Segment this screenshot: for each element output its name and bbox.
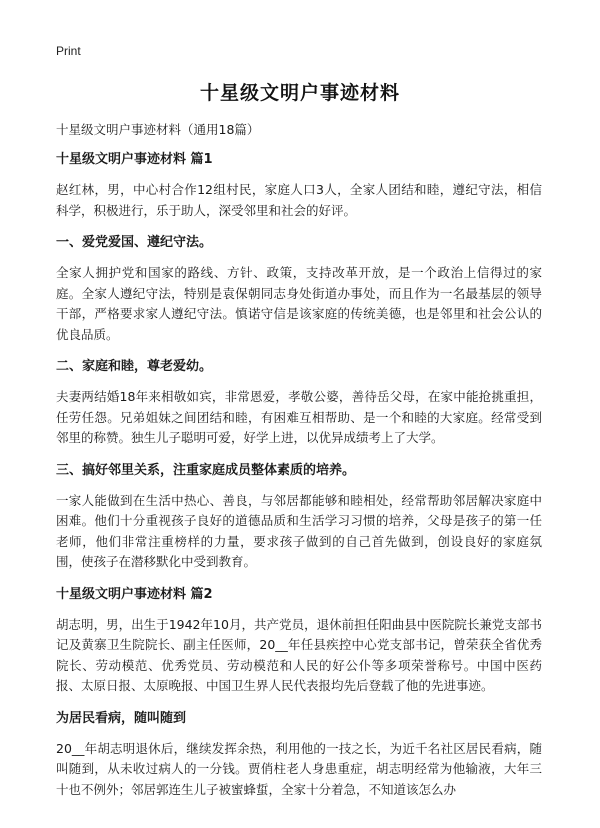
section-heading: 十星级文明户事迹材料 篇2 <box>56 586 213 602</box>
section-heading: 三、搞好邻里关系，注重家庭成员整体素质的培养。 <box>56 462 356 478</box>
document-subtitle: 十星级文明户事迹材料（通用18篇） <box>56 122 260 137</box>
paragraph: 胡志明，男，出生于1942年10月，共产党员，退休前担任阳曲县中医院院长兼党支部书记及黄寨卫生院院长、副主任医师，20__年任县疾控中心党支部书记，曾荣获全省优秀院长、劳动模范、优秀党员、劳动模范和人民的好公仆等多项荣誉称号。中国中医药报、太原日报、太原晚报、中国卫生界人民代表报均先后登载了他的先进事迹。 <box>56 616 542 693</box>
section-heading: 十星级文明户事迹材料 篇1 <box>56 152 213 167</box>
page-title: 十星级文明户事迹材料 <box>199 82 400 104</box>
print-button[interactable]: Print <box>56 44 81 58</box>
paragraph: 赵红林，男，中心村合作12组村民，家庭人口3人，全家人团结和睦，遵纪守法，相信科学，积极进行，乐于助人，深受邻里和社会的好评。 <box>56 182 542 218</box>
paragraph: 夫妻两结婚18年来相敬如宾，非常恩爱，孝敬公婆，善待岳父母，在家中能抢挑重担，任劳任怨。兄弟姐妹之间团结和睦，有困难互相帮助、是一个和睦的大家庭。经常受到邻里的称赞。独生儿子聪明可爱，好学上进，以优异成绩考上了大学。 <box>56 389 542 445</box>
paragraph: 20__年胡志明退休后，继续发挥余热，利用他的一技之长，为近千名社区居民看病，随叫随到，从未收过病人的一分钱。贾俏柱老人身患重症，胡志明经常为他输液，大年三十也不例外；邻居郭连生儿子被蜜蜂蜇，全家十分着急，不知道该怎么办 <box>56 740 542 797</box>
section-heading: 二、家庭和睦，尊老爱幼。 <box>56 359 213 374</box>
section-heading: 为居民看病，随叫随到 <box>56 710 187 726</box>
section-heading: 一、爱党爱国、遵纪守法。 <box>56 235 213 250</box>
paragraph: 一家人能做到在生活中热心、善良，与邻居都能够和睦相处，经常帮助邻居解决家庭中困难。他们十分重视孩子良好的道德品质和生活学习习惯的培养，父母是孩子的第一任老师，他们非常注重榜样的力量，要求孩子做到的自己首先做到，创设良好的家庭氛围，使孩子在潜移默化中受到教育。 <box>56 492 542 569</box>
document-body <box>56 120 542 812</box>
paragraph: 全家人拥护党和国家的路线、方针、政策，支持改革开放，是一个政治上信得过的家庭。全家人遵纪守法，特别是袁保朝同志身处街道办事处，而且作为一名最基层的领导干部，严格要求家人遵纪守法。慎诺守信是该家庭的传统美德，也是邻里和社会公认的优良品质。 <box>56 265 542 342</box>
